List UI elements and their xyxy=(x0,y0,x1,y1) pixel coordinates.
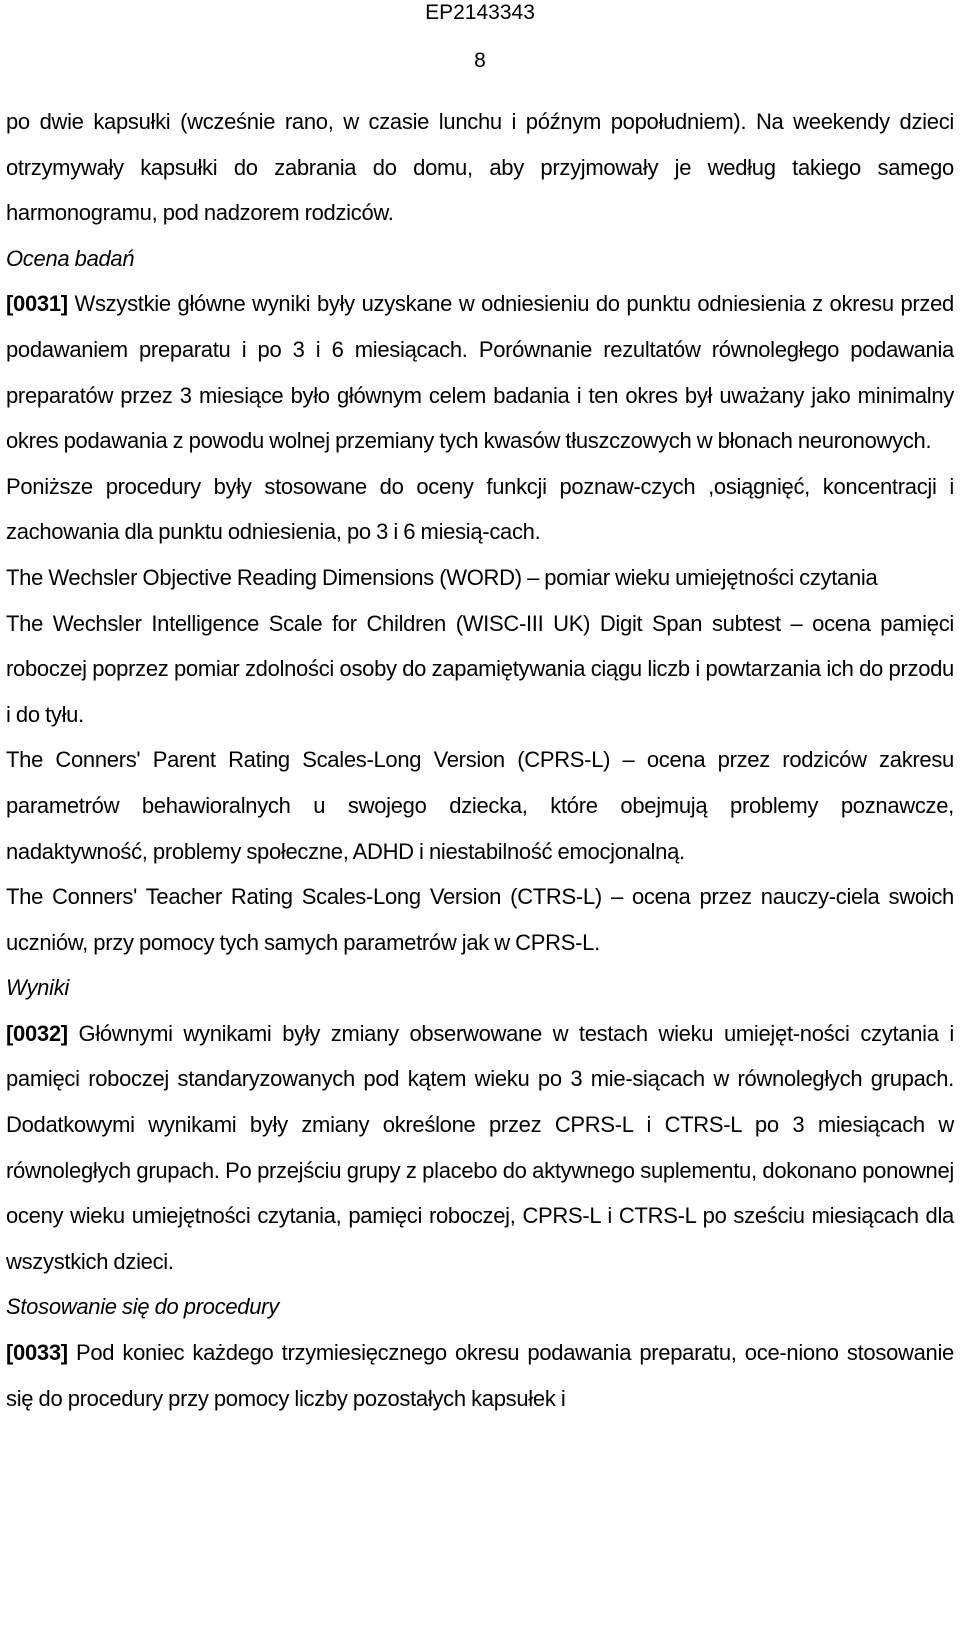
paragraph-procedury: Poniższe procedury były stosowane do oceny funkcji poznaw-czych ,osiągnięć, koncentracji i zachowania dla punktu odniesienia, po 3 i 6 miesią-cach. xyxy=(6,473,954,545)
section-heading-wyniki: Wyniki xyxy=(6,975,69,1001)
section-heading-ocena-badan: Ocena badań xyxy=(6,245,135,271)
paragraph-ctrs-test: The Conners' Teacher Rating Scales-Long Version (CTRS-L) – ocena przez nauczy-ciela swoich uczniów, przy pomocy tych samych parametrów jak w CPRS-L. xyxy=(6,884,954,955)
paragraph-number-0031: [0031] xyxy=(6,291,68,317)
paragraph-0033 xyxy=(6,1330,954,1421)
paragraph-number-0033: [0033] xyxy=(6,1340,68,1366)
paragraph-0031-text: Wszystkie główne wyniki były uzyskane w odniesieniu do punktu odniesienia z okresu przed podawaniem preparatu i po 3 i 6 miesiącach. Porównanie rezultatów równoległego podawania preparatów przez 3 miesiące było głównym celem badania i ten okres był uważany jako minimalny okres podawania z powodu wolnej przemiany tych kwasów tłuszczowych w błonach neuronowych. xyxy=(6,291,954,454)
paragraph-0031 xyxy=(6,281,954,463)
paragraph-number-0032: [0032] xyxy=(6,1020,68,1046)
document-body xyxy=(6,99,954,1421)
paragraph-0032 xyxy=(6,1011,954,1285)
document-id: EP2143343 xyxy=(425,1,535,24)
paragraph-word-test: The Wechsler Objective Reading Dimensions (WORD) – pomiar wieku umiejętności czytania xyxy=(6,564,878,590)
page-number: 8 xyxy=(474,49,486,72)
paragraph-intro: po dwie kapsułki (wcześnie rano, w czasie lunchu i późnym popołudniem). Na weekendy dzieci otrzymywały kapsułki do zabrania do domu, aby przyjmowały je według takiego samego harmonogramu, pod nadzorem rodziców. xyxy=(6,109,954,226)
paragraph-0033-text: Pod koniec każdego trzymiesięcznego okresu podawania preparatu, oce-niono stosowanie się do procedury przy pomocy liczby pozostałych kapsułek i xyxy=(6,1340,954,1411)
section-heading-stosowanie: Stosowanie się do procedury xyxy=(6,1294,279,1320)
paragraph-cprs-test: The Conners' Parent Rating Scales-Long Version (CPRS-L) – ocena przez rodziców zakresu parametrów behawioralnych u swojego dziecka, które obejmują problemy poznawcze, nadaktywność, problemy społeczne, ADHD i niestabilność emocjonalną. xyxy=(6,747,954,864)
paragraph-wisc-test: The Wechsler Intelligence Scale for Children (WISC-III UK) Digit Span subtest – ocena pamięci roboczej poprzez pomiar zdolności osoby do zapamiętywania ciągu liczb i powtarzania ich do przodu i do tyłu. xyxy=(6,610,954,727)
paragraph-0032-text: Głównymi wynikami były zmiany obserwowane w testach wieku umiejęt-ności czytania i pamięci roboczej standaryzowanych pod kątem wieku po 3 mie-siącach w równoległych grupach. Dodatkowymi wynikami były zmiany określone przez CPRS-L i CTRS-L po 3 miesiącach w równoległych grupach. Po przejściu grupy z placebo do aktywnego suplementu, dokonano ponownej oceny wieku umiejętności czytania, pamięci roboczej, CPRS-L i CTRS-L po sześciu miesiącach dla wszystkich dzieci. xyxy=(6,1020,954,1274)
